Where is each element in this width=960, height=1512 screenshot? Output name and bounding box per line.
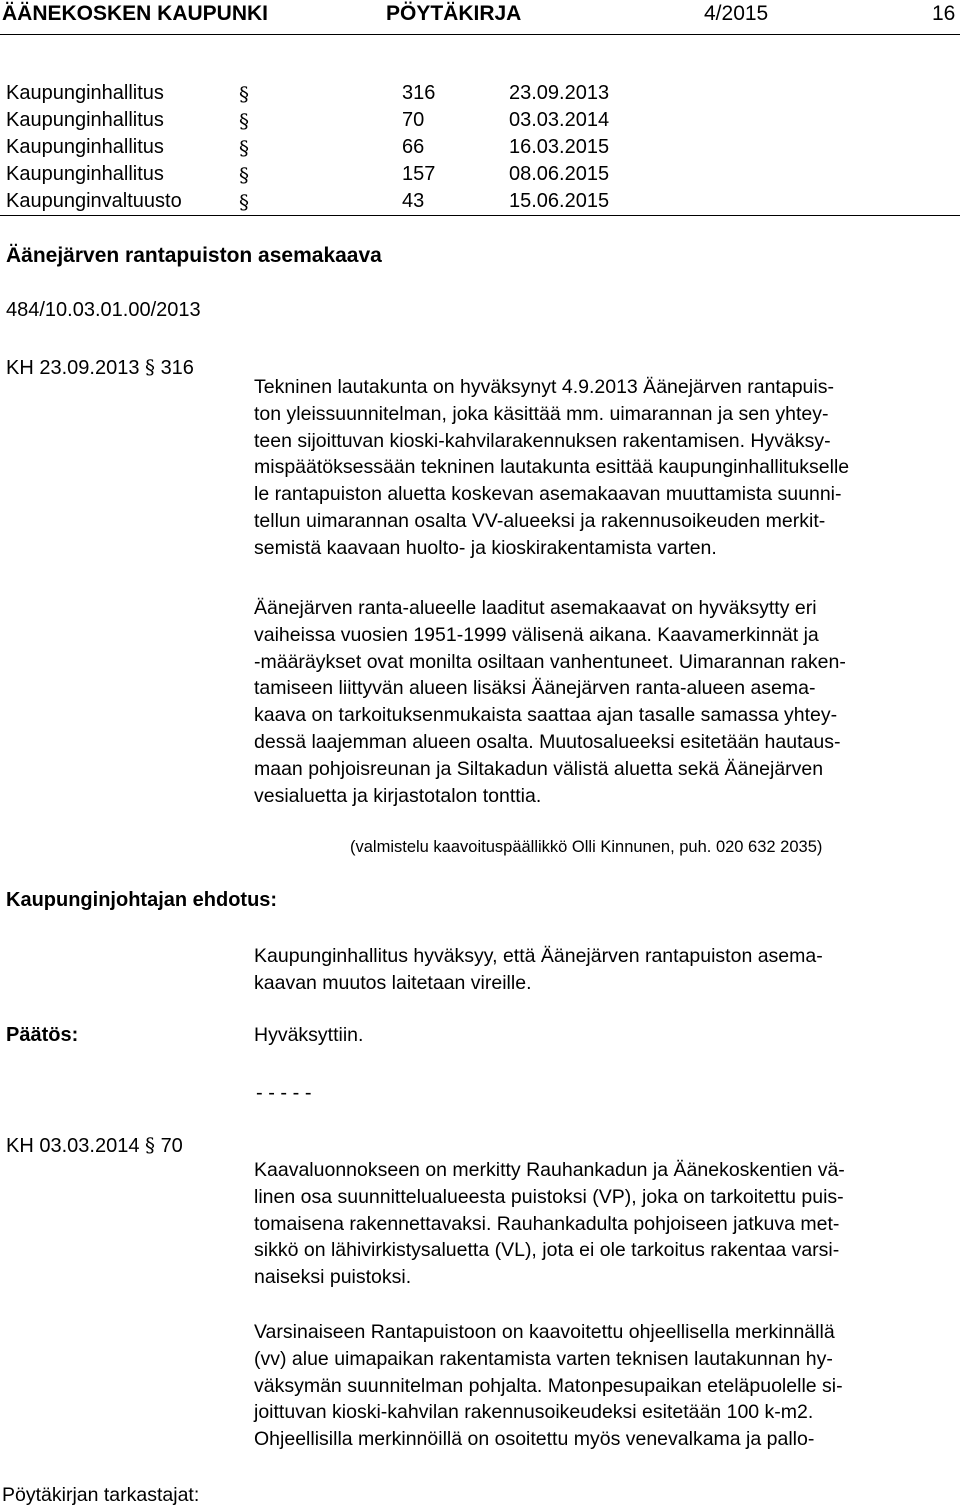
text-line: vaiheissa vuosien 1951-1999 välisenä aikana. Kaavamerkinnät ja bbox=[254, 623, 819, 646]
text-line: Äänejärven ranta-alueelle laaditut asemakaavat on hyväksytty eri bbox=[254, 597, 817, 619]
history-date: 16.03.2015 bbox=[509, 136, 610, 158]
city-name: ÄÄNEKOSKEN KAUPUNKI bbox=[2, 2, 269, 25]
section-sign-icon: § bbox=[239, 109, 249, 133]
proposal-paragraph bbox=[254, 943, 823, 997]
text-line: Varsinaiseen Rantapuistoon on kaavoitettu ohjeellisella merkinnällä bbox=[254, 1321, 835, 1343]
text-line: dessä laajemman alueen osalta. Muutosalueeksi esitetään hautaus- bbox=[254, 730, 841, 753]
section-sign-icon: § bbox=[239, 136, 249, 160]
history-date: 23.09.2013 bbox=[509, 82, 610, 104]
history-divider bbox=[0, 215, 960, 216]
text-line: ton yleissuunnitelman, joka käsittää mm. uimarannan ja sen yhtey- bbox=[254, 402, 829, 425]
history-body: Kaupunginhallitus bbox=[6, 82, 164, 104]
inspectors-label: Pöytäkirjan tarkastajat: bbox=[2, 1484, 200, 1506]
text-line: vesialuetta ja kirjastotalon tonttia. bbox=[254, 784, 542, 807]
history-number: 157 bbox=[402, 163, 436, 185]
history-body: Kaupunginhallitus bbox=[6, 136, 164, 158]
history-body: Kaupunginhallitus bbox=[6, 163, 164, 185]
page-number: 16 bbox=[932, 2, 956, 25]
text-line: väksymän suunnitelman pohjalta. Matonpesupaikan eteläpuolelle si- bbox=[254, 1374, 843, 1397]
history-number: 316 bbox=[402, 82, 436, 104]
text-line: Tekninen lautakunta on hyväksynyt 4.9.2013 Äänejärven rantapuis- bbox=[254, 376, 834, 398]
text-line: le rantapuiston aluetta koskevan asemakaavan muuttamista suunni- bbox=[254, 483, 842, 506]
history-body: Kaupunginvaltuusto bbox=[6, 190, 182, 212]
history-number: 70 bbox=[402, 109, 425, 131]
section-sign-icon: § bbox=[239, 190, 249, 214]
meeting-reference-number: 70 bbox=[160, 1135, 183, 1157]
meeting-reference-number: 316 bbox=[160, 357, 194, 379]
background-paragraph bbox=[254, 595, 846, 809]
item-title: Äänejärven rantapuiston asemakaava bbox=[6, 244, 382, 267]
text-line: teen sijoittuvan kioski-kahvilarakennuksen rakentamisen. Hyväksy- bbox=[254, 429, 831, 452]
text-line: maan pohjoisreunan ja Siltakadun välistä aluetta sekä Äänejärven bbox=[254, 757, 824, 780]
history-date: 03.03.2014 bbox=[509, 109, 610, 131]
section-sign-icon: § bbox=[145, 355, 155, 379]
text-line: semistä kaavaan huolto- ja kioskirakentamista varten. bbox=[254, 536, 717, 559]
text-line: Kaupunginhallitus hyväksyy, että Äänejärven rantapuiston asema- bbox=[254, 945, 823, 967]
issue-number: 4/2015 bbox=[704, 2, 769, 25]
text-line: mispäätöksessään tekninen lautakunta esittää kaupunginhallitukselle bbox=[254, 456, 850, 479]
text-line: linen osa suunnittelualueesta puistoksi (VP), joka on tarkoitettu puis- bbox=[254, 1185, 844, 1208]
section-sign-icon: § bbox=[239, 163, 249, 187]
text-line: tomaisena rakennettavaksi. Rauhankadulta pohjoiseen jatkuva met- bbox=[254, 1212, 840, 1235]
text-line: tamiseen liittyvän alueen lisäksi Äänejärven ranta-alueen asema- bbox=[254, 677, 816, 700]
header-divider bbox=[0, 34, 960, 35]
text-line: -määräykset ovat monilta osiltaan vanhentuneet. Uimarannan raken- bbox=[254, 650, 846, 673]
history-date: 15.06.2015 bbox=[509, 190, 610, 212]
text-line: naiseksi puistoksi. bbox=[254, 1266, 412, 1289]
history-number: 66 bbox=[402, 136, 425, 158]
text-line: joittuvan kioski-kahvilan rakennusoikeudeksi esitetään 100 k-m2. bbox=[254, 1401, 814, 1424]
meeting-reference-date: KH 03.03.2014 bbox=[6, 1135, 140, 1157]
section-sign-icon: § bbox=[239, 82, 249, 106]
text-line: kaavan muutos laitetaan vireille. bbox=[254, 971, 532, 994]
preparer-note: (valmistelu kaavoituspäällikkö Olli Kinnunen, puh. 020 632 2035) bbox=[350, 838, 823, 856]
text-line: (vv) alue uimapaikan rakentamista varten teknisen lautakunnan hy- bbox=[254, 1347, 833, 1370]
meeting-reference bbox=[6, 1133, 183, 1158]
meeting-reference bbox=[6, 355, 194, 380]
diary-number: 484/10.03.01.00/2013 bbox=[6, 299, 201, 321]
history-date: 08.06.2015 bbox=[509, 163, 610, 185]
proposal-label: Kaupunginjohtajan ehdotus: bbox=[6, 889, 278, 911]
document-type: PÖYTÄKIRJA bbox=[386, 2, 522, 25]
background-paragraph bbox=[254, 1157, 845, 1291]
text-line: tellun uimarannan osalta VV-alueeksi ja rakennusoikeuden merkit- bbox=[254, 509, 826, 532]
text-line: sikkö on lähivirkistysaluetta (VL), jota ei ole tarkoitus rakentaa varsi- bbox=[254, 1239, 840, 1262]
text-line: kaava on tarkoituksenmukaista saattaa ajan tasalle samassa yhtey- bbox=[254, 704, 838, 727]
background-paragraph bbox=[254, 1319, 843, 1453]
text-line: Ohjeellisilla merkinnöillä on osoitettu myös venevalkama ja pallo- bbox=[254, 1428, 815, 1451]
text-line: Kaavaluonnokseen on merkitty Rauhankadun ja Äänekoskentien vä- bbox=[254, 1159, 845, 1181]
section-separator: - - - - - bbox=[256, 1082, 312, 1104]
history-body: Kaupunginhallitus bbox=[6, 109, 164, 131]
history-number: 43 bbox=[402, 190, 425, 212]
decision-text: Hyväksyttiin. bbox=[254, 1024, 364, 1046]
section-sign-icon: § bbox=[145, 1133, 155, 1157]
background-paragraph bbox=[254, 374, 849, 562]
meeting-reference-date: KH 23.09.2013 bbox=[6, 357, 140, 379]
decision-label: Päätös: bbox=[6, 1024, 79, 1046]
